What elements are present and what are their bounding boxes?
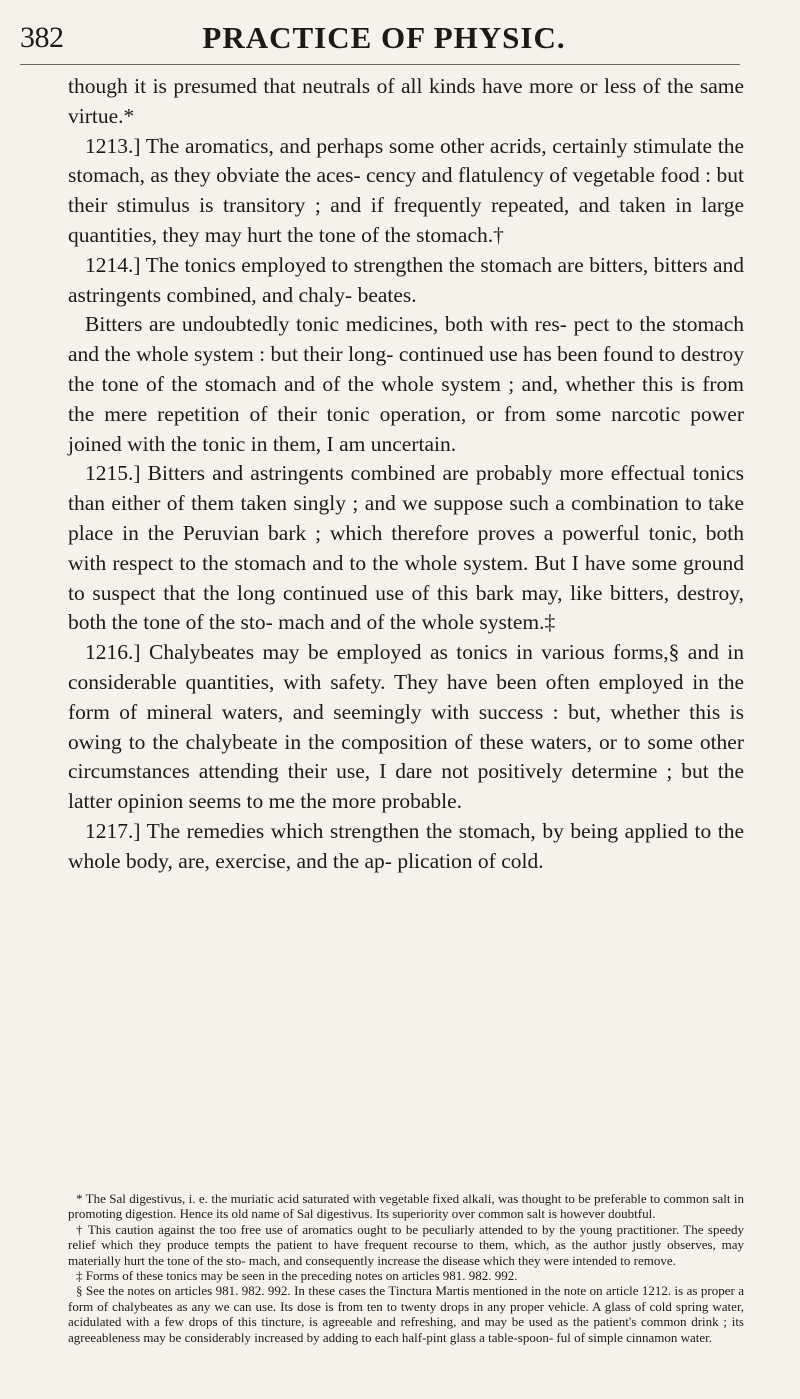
paragraph-continuation: though it is presumed that neutrals of all kinds have more or less of the same virtue.* [68, 74, 744, 128]
header-divider [20, 64, 740, 65]
paragraph-1213: 1213.] The aromatics, and perhaps some other acrids, certainly stimulate the stomach, as they obviate the aces- cency and flatulency of vegetable food : but their stimulus is transitory ; and if frequently repeated, and taken in large quantities, they may hurt the tone of the stomach.† [68, 133, 744, 247]
paragraph-1214: 1214.] The tonics employed to strengthen the stomach are bitters, bitters and astringents combined, and chaly- beates. [68, 252, 744, 307]
footnote-dagger: † This caution against the too free use of aromatics ought to be peculiarly attended to by the young practitioner. The speedy relief which they produce tempts the patient to have frequent recourse to them, which, as the author justly observes, may materially hurt the tone of the sto- mach, and consequently increase the disease which they were intended to remove. [68, 1221, 744, 1268]
footnote-double-dagger: ‡ Forms of these tonics may be seen in the preceding notes on articles 981. 982. 992. [76, 1268, 518, 1284]
paragraph-1216: 1216.] Chalybeates may be employed as tonics in various forms,§ and in considerable quantities, with safety. They have been often employed in the form of mineral waters, and seemingly with success : but, whether this is owing to the chalybeate in the composition of these waters, or to some other circumstances attending their use, I dare not positively determine ; but the latter opinion seems to me the more probable. [68, 640, 744, 814]
footnote-section: § See the notes on articles 981. 982. 992. In these cases the Tinctura Martis mentioned in the note on article 1212. is as proper a form of chalybeates as any we can use. Its dose is from ten to twenty drops in any proper vehicle. A glass of cold spring water, acidulated with a few drops of this tincture, is agreeable and refreshing, and may be used as the patient's common drink ; its agreeableness may be considerably increased by adding to each half-pint glass a table-spoon- ful of simple cinnamon water. [68, 1283, 744, 1345]
page-number: 382 [20, 21, 64, 54]
main-text [68, 72, 744, 877]
page-header [20, 16, 748, 60]
running-title: PRACTICE OF PHYSIC. [202, 20, 566, 55]
paragraph-1215: 1215.] Bitters and astringents combined are probably more effectual tonics than either of them taken singly ; and we suppose such a combination to take place in the Peruvian bark ; which therefore proves a powerful tonic, both with respect to the stomach and to the whole system. But I have some ground to suspect that the long continued use of this bark may, like bitters, destroy, both the tone of the sto- mach and of the whole system.‡ [68, 461, 744, 635]
footnote-asterisk: * The Sal digestivus, i. e. the muriatic acid saturated with vegetable fixed alkali, was thought to be preferable to common salt in promoting digestion. Hence its old name of Sal digestivus. Its superiority over common salt is however doubtful. [68, 1191, 744, 1222]
paragraph-1217: 1217.] The remedies which strengthen the stomach, by being applied to the whole body, are, exercise, and the ap- plication of cold. [68, 818, 744, 873]
footnotes [68, 1191, 744, 1345]
paragraph-bitters: Bitters are undoubtedly tonic medicines, both with res- pect to the stomach and the whole system : but their long- continued use has been found to destroy the tone of the stomach and of the whole system ; and, whether this is from the mere repetition of their tonic operation, or from some narcotic power joined with the tonic in them, I am uncertain. [68, 312, 744, 456]
